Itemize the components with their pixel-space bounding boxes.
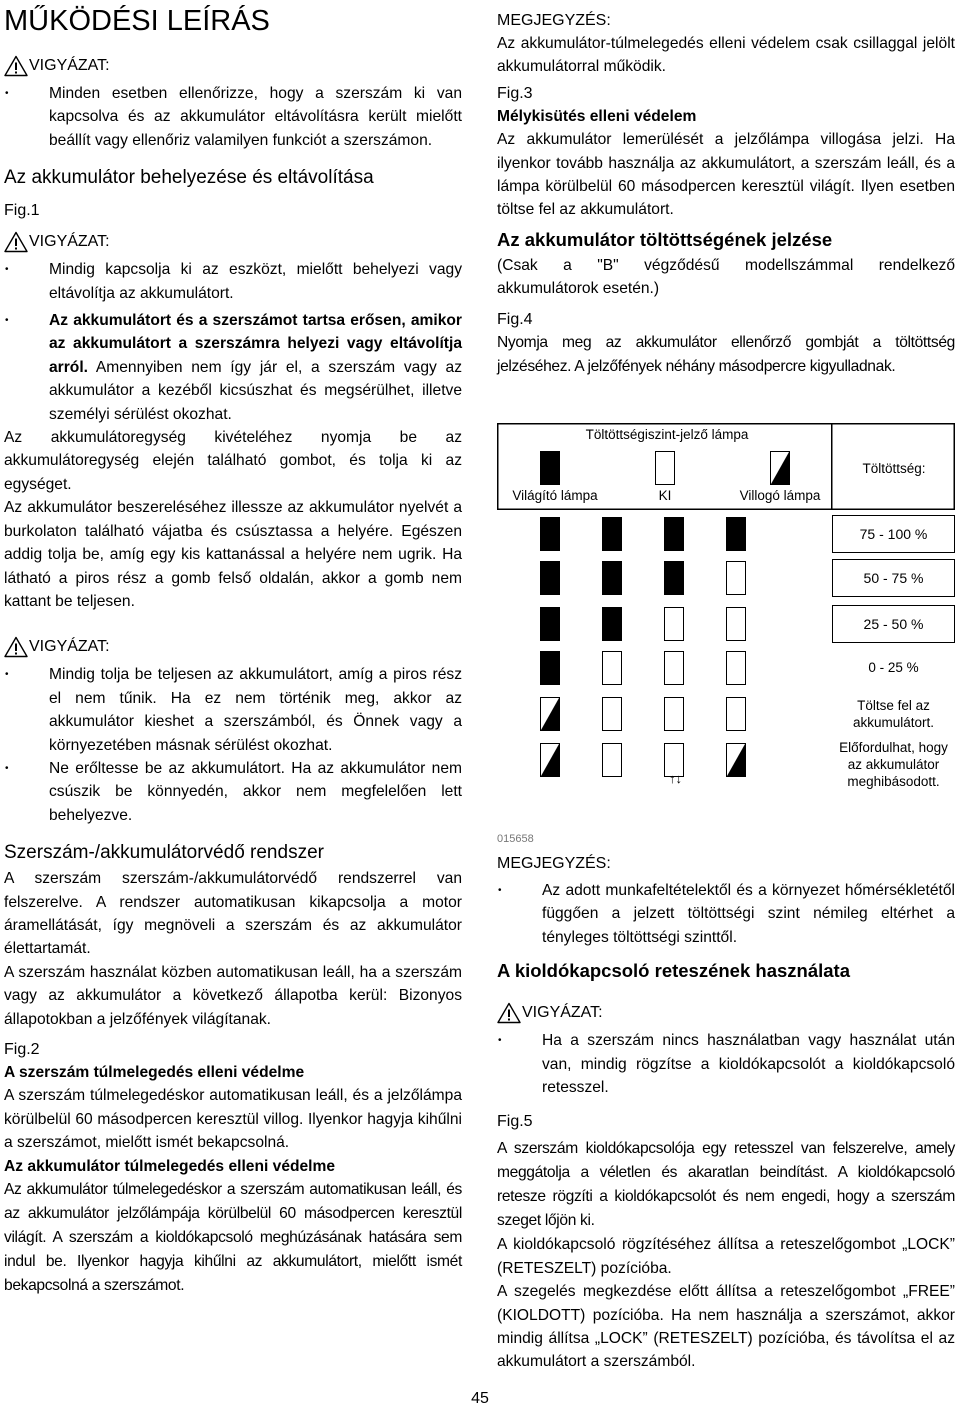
indicator-lamp-on — [664, 517, 684, 551]
warning-label: VIGYÁZAT: — [522, 1004, 603, 1022]
charge-level-label: Előfordulhat, hogy az akkumulátor meghibásodott. — [839, 740, 948, 789]
indicator-lamp-off — [664, 651, 684, 685]
indicator-lamp-off — [664, 607, 684, 641]
warning-list — [4, 663, 462, 827]
section-heading-trigger-lock: A kioldókapcsoló reteszének használata — [497, 960, 850, 982]
indicator-lamp-on — [540, 561, 560, 595]
indicator-lamp-off — [664, 697, 684, 731]
warning-text: Amennyiben nem így jár el, a szerszám vagy az akkumulátor a kezéből kicsúszhat és megsérülhet, illetve személyi sérülést okozhat. — [49, 358, 462, 423]
right-column-lower — [497, 853, 955, 1374]
paragraph: A kioldókapcsoló rögzítéséhez állítsa a reteszelőgombot „LOCK” (RETESZELT) pozícióba. — [497, 1236, 955, 1277]
indicator-lamp-off — [726, 561, 746, 595]
figure-code: 015658 — [497, 833, 534, 845]
legend-lamp-blink — [770, 451, 790, 485]
subheading: A szerszám túlmelegedés elleni védelme — [4, 1064, 305, 1081]
paragraph: A szerszám túlmelegedéskor automatikusan leáll, és a jelzőlámpa körülbelül 60 másodpercen keresztül villog. Ilyenkor hagyja kihűlni a szerszámot, mielőtt ismét bekapcsolná. — [4, 1087, 462, 1152]
legend-on-label: Világító lámpa — [512, 488, 598, 503]
indicator-lamp-on — [540, 607, 560, 641]
indicator-lamp-blink — [726, 743, 746, 777]
section-heading-protection: Szerszám-/akkumulátorvédő rendszer — [4, 842, 324, 864]
paragraph: A szerszám szerszám-/akkumulátorvédő rendszerrel van felszerelve. A rendszer automatikusan kikapcsolja a motor áramellátását, így megnöveli a szerszám és az akkumulátor élettartamát. — [4, 870, 462, 958]
indicator-lamp-blink — [540, 743, 560, 777]
charge-indicator-figure — [497, 423, 955, 845]
legend-lamp-on — [540, 451, 560, 485]
warning-heading — [497, 1001, 955, 1025]
charge-level-label: 25 - 50 % — [832, 605, 955, 643]
indicator-lamp-off — [602, 743, 622, 777]
indicator-lamp-on — [602, 607, 622, 641]
right-column — [497, 10, 955, 379]
paragraph: A szerszám kioldókapcsolója egy retesszel van felszerelve, amely meggátolja a véletlen és akaratlan beindítást. A kioldókapcsoló retesze rögzíti a kioldókapcsolót és nem engedi, hogy a szerszám szeget lőjön ki. — [497, 1140, 955, 1230]
indicator-lamp-off — [726, 607, 746, 641]
warning-label: VIGYÁZAT: — [29, 233, 110, 251]
warning-label: VIGYÁZAT: — [29, 638, 110, 656]
warning-icon — [4, 55, 28, 77]
section-heading-charge: Az akkumulátor töltöttségének jelzése — [497, 228, 833, 250]
figure-header: Töltöttségiszint-jelző lámpa — [585, 427, 749, 442]
warning-list — [497, 1029, 955, 1099]
list-item: • Mindig kapcsolja ki az eszközt, mielőtt behelyezi vagy eltávolítja az akkumulátort. — [4, 258, 462, 305]
figure-ref: Fig.4 — [497, 310, 533, 328]
warning-heading — [4, 230, 462, 254]
indicator-lamp-on — [540, 517, 560, 551]
paragraph: Nyomja meg az akkumulátor ellenőrző gombját a töltöttség jelzéséhez. A jelzőfények néhány másodpercre kigyulladnak. — [497, 333, 955, 375]
legend-blink-label: Villogó lámpa — [739, 488, 821, 503]
warning-heading — [4, 635, 462, 659]
charge-level-label: 0 - 25 % — [868, 660, 919, 675]
list-item: • Az adott munkafeltételektől és a környezet hőmérsékletétől függően a jelzett töltöttségi szint némileg eltérhet a tényleges töltöttségi szinttől. — [497, 879, 955, 949]
figure-ref: Fig.5 — [497, 1113, 533, 1131]
indicator-lamp-on — [726, 517, 746, 551]
list-item: • Ne erőltesse be az akkumulátort. Ha az akkumulátor nem csúszik be könnyedén, akkor nem megfelelően lett behelyezve. — [4, 757, 462, 827]
warning-label: VIGYÁZAT: — [29, 57, 110, 74]
figure-ref: Fig.3 — [497, 84, 533, 102]
section-heading-battery: Az akkumulátor behelyezése és eltávolítása — [4, 167, 374, 189]
indicator-lamp-on — [540, 651, 560, 685]
indicator-lamp-off — [602, 651, 622, 685]
paragraph: Az akkumulátor lemerülését a jelzőlámpa villogása jelzi. Ha ilyenkor tovább használja az akkumulátort, a szerszám leáll, és a lámpa körülbelül 60 másodpercen keresztül világít. Ilyen esetben töltse fel az akkumulátort. — [497, 131, 955, 219]
left-column — [4, 0, 462, 1298]
charge-level-label: Töltse fel az akkumulátort. — [852, 698, 935, 730]
note-text: Az akkumulátor-túlmelegedés elleni védelem csak csillaggal jelölt akkumulátorral működik. — [497, 35, 955, 76]
list-item — [4, 309, 462, 426]
warning-heading — [4, 54, 462, 78]
bold-warning-text: Az akkumulátort és a szerszámot tartsa erősen, amikor az akkumulátort a szerszámra helyezi vagy eltávolítja arról. — [49, 312, 462, 376]
subheading: Mélykisütés elleni védelem — [497, 107, 697, 125]
charge-level-label: 50 - 75 % — [832, 559, 955, 597]
legend-lamp-off — [655, 451, 675, 485]
paragraph: (Csak a "B" végződésű modellszámmal rendelkező akkumulátorok esetén.) — [497, 256, 955, 298]
warning-icon — [4, 636, 28, 658]
warning-list — [4, 258, 462, 426]
legend-off-label: KI — [658, 488, 672, 503]
paragraph: Az akkumulátor beszereléséhez illessze az akkumulátor nyelvét a burkolaton található vájatba és csúsztassa a helyére. Egészen addig tolja be, amíg egy kis kattanással a helyére nem ugrik. Ha látható a piros rész a gomb felső oldalán, akkor a gomb nem kattant be teljesen. — [4, 499, 462, 610]
note-label: MEGJEGYZÉS: — [497, 855, 611, 872]
warning-icon — [497, 1002, 521, 1024]
paragraph: A szerszám használat közben automatikusan leáll, ha a szerszám vagy az akkumulátor a következő állapotba kerül: Bizonyos állapotokban a jelzőfények világítanak. — [4, 963, 462, 1028]
indicator-lamp-on — [602, 517, 622, 551]
paragraph: Az akkumulátoregység kivételéhez nyomja be az akkumulátoregység elején található gombot, és tolja ki az egységet. — [4, 429, 462, 493]
subheading: Az akkumulátor túlmelegedés elleni védelme — [4, 1157, 336, 1175]
indicator-lamp-off — [726, 697, 746, 731]
indicator-lamp-off — [602, 697, 622, 731]
arrow-up-down-icon: ↑↓ — [669, 771, 682, 786]
paragraph: Az akkumulátor túlmelegedéskor a szerszám automatikusan leáll, és az akkumulátor jelzőlámpája körülbelül 60 másodpercen keresztül világít. A szerszám a kioldókapcsoló meghúzásának hatására sem indul be. Ilyenkor hagyja kihűlni az akkumulátort, mielőtt ismét bekapcsolná a szerszámot. — [4, 1181, 462, 1295]
indicator-lamp-on — [602, 561, 622, 595]
note-list — [497, 879, 955, 949]
warning-icon — [4, 231, 28, 253]
charge-level-label: 75 - 100 % — [832, 515, 955, 553]
indicator-lamp-blink — [540, 697, 560, 731]
paragraph: A szegelés megkezdése előtt állítsa a reteszelőgombot „FREE” (KIOLDOTT) pozícióba. Ha nem használja a szerszámot, akkor mindig állítsa „LOCK” (RETESZELT) pozícióba, és távolítsa el az akkumulátort a szerszámból. — [497, 1283, 955, 1371]
note-label: MEGJEGYZÉS: — [497, 12, 611, 29]
figure-ref: Fig.2 — [4, 1041, 40, 1058]
list-item: • Mindig tolja be teljesen az akkumulátort, amíg a piros rész el nem tűnik. Ha ez nem történik meg, akkor az akkumulátor kieshet a szerszámból, és Önnek vagy a környezetében másnak sérülést okozhat. — [4, 663, 462, 757]
indicator-lamp-on — [664, 561, 684, 595]
page-title: MŰKÖDÉSI LEÍRÁS — [4, 5, 270, 37]
list-item: • Minden esetben ellenőrizze, hogy a szerszám ki van kapcsolva és az akkumulátor eltávolításra került mielőtt beállít vagy ellenőriz valamilyen funkciót a szerszámon. — [4, 82, 462, 152]
warning-list — [4, 82, 462, 152]
charge-label: Töltöttség: — [862, 461, 926, 476]
page-number: 45 — [471, 1390, 489, 1407]
list-item: • Ha a szerszám nincs használatban vagy használat után van, mindig rögzítse a kioldókapcsolót a kioldókapcsoló retesszel. — [497, 1029, 955, 1099]
indicator-lamp-off — [726, 651, 746, 685]
figure-ref: Fig.1 — [4, 202, 40, 220]
